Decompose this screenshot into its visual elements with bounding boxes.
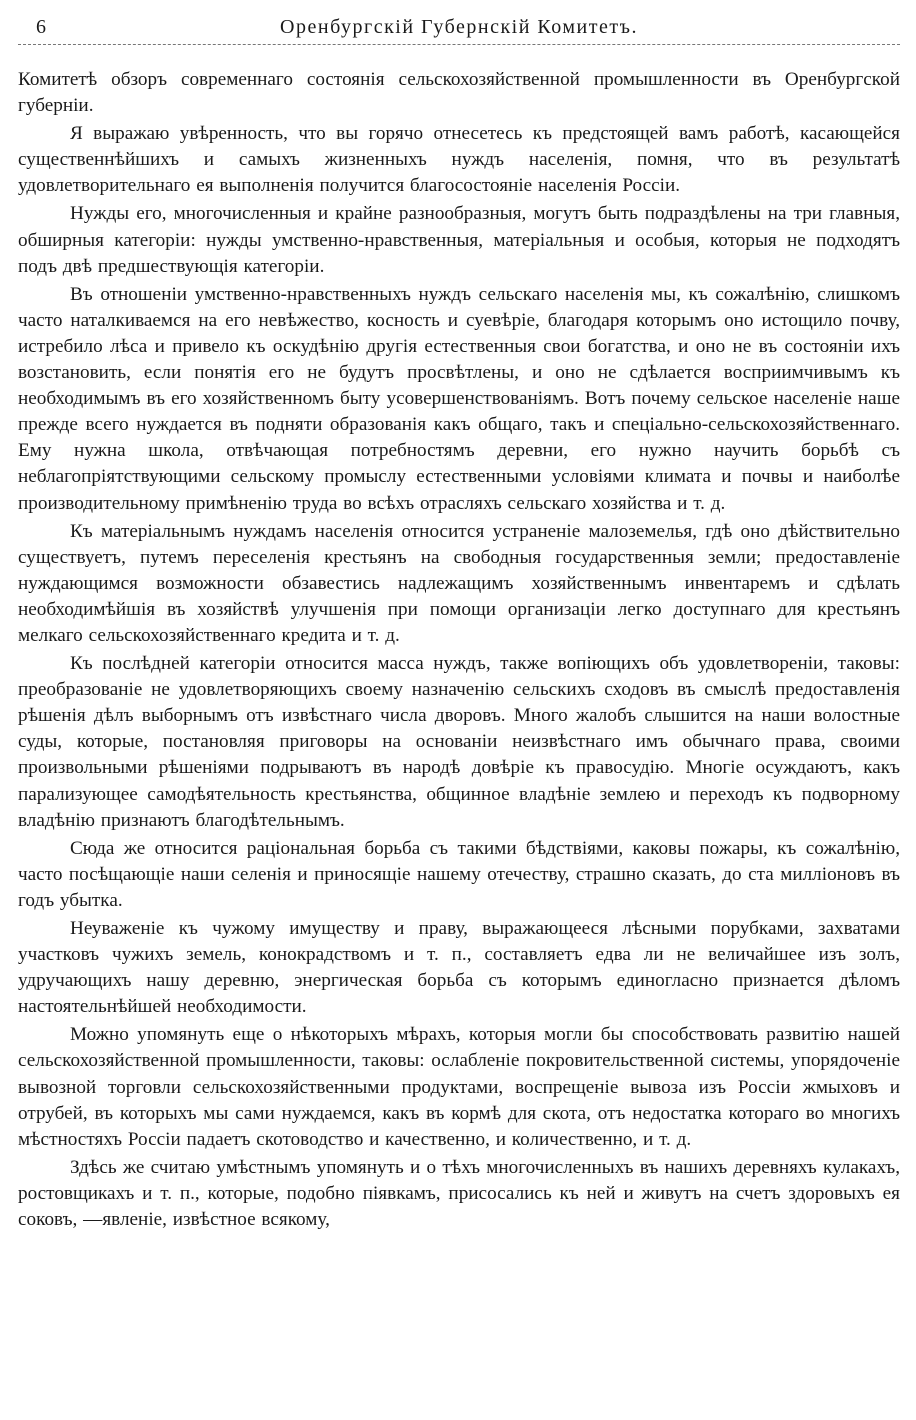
paragraph: Неуваженіе къ чужому имуществу и праву, выражающееся лѣсными порубками, захватами участковъ чужихъ земель, конокрадствомъ и т. п., составляетъ едва ли не величайшее изъ золъ, удручающихъ нашу деревню, энергическая борьба съ которымъ единогласно признается дѣломъ настоятельнѣйшей необходимости.: [18, 918, 900, 1018]
paragraph: Въ отношеніи умственно-нравственныхъ нуждъ сельскаго населенія мы, къ сожалѣнію, слишкомъ часто наталкиваемся на его невѣжество, косность и суевѣріе, благодаря которымъ оно истощило почву, истребило лѣса и привело къ оскудѣнію другія естественныя свои богатства, и оно не въ состояніи ихъ возстановить, если понятія его не будутъ просвѣтлены, и оно не сдѣлается восприимчивымъ къ необходимымъ въ его хозяйственномъ быту усовершенствованіямъ. Вотъ почему сельское населеніе наше прежде всего нуждается въ подняти образованія какъ общаго, такъ и спеціально-сельскохозяйственнаго. Ему нужна школа, отвѣчающая потребностямъ деревни, его нужно научить борьбѣ съ неблагопріятствующими сельскому промыслу естественными условіями климата и почвы и наиболѣе производительному примѣненію труда во всѣхъ отрасляхъ сельскаго хозяйства и т. д.: [18, 283, 900, 514]
paragraph: Можно упомянуть еще о нѣкоторыхъ мѣрахъ, которыя могли бы способствовать развитію нашей сельскохозяйственной промышленности, таковы: ослабленіе покровительственной системы, упорядоченіе вывозной торговли сельскохозяйственными продуктами, воспрещеніе вывоза изъ Россіи жмыховъ и отрубей, въ которыхъ мы сами нуждаемся, какъ въ кормѣ для скота, отъ недостатка котораго во многихъ мѣстностяхъ Россіи падаетъ скотоводство и качественно, и количественно, и т. д.: [18, 1024, 900, 1150]
paragraph: Комитетѣ обзоръ современнаго состоянія сельскохозяйственной промышленности въ Оренбургской губерніи.: [18, 69, 900, 117]
body-text: [18, 67, 900, 1233]
paragraph: Здѣсь же считаю умѣстнымъ упомянуть и о тѣхъ многочисленныхъ въ нашихъ деревняхъ кулакахъ, ростовщикахъ и т. п., которые, подобно піявкамъ, присосались къ ней и живутъ на счетъ здоровыхъ ея соковъ, —явленіе, извѣстное всякому,: [18, 1156, 900, 1231]
paragraph: Сюда же относится раціональная борьба съ такими бѣдствіями, каковы пожары, къ сожалѣнію, часто посѣщающіе наши селенія и приносящіе нашему отечеству, страшно сказать, до ста милліоновъ въ годъ убытка.: [18, 837, 900, 911]
page-number: 6: [36, 16, 46, 38]
running-title: Оренбургскій Губернскій Комитетъ.: [280, 16, 638, 38]
page-header: [18, 14, 900, 45]
paragraph: Къ послѣдней категоріи относится масса нуждъ, также вопіющихъ объ удовлетвореніи, таковы: преобразованіе не удовлетворяющихъ своему назначенію сельскихъ сходовъ въ смыслѣ предоставленія рѣшенія дѣлъ выборнымъ отъ извѣстнаго числа дворовъ. Много жалобъ слышится на наши волостные суды, которые, постановляя приговоры на основаніи неизвѣстнаго имъ обычнаго права, своими произвольными рѣшеніями подрываютъ въ народѣ довѣріе къ правосудію. Многіе осуждаютъ, какъ парализующее самодѣятельность крестьянства, общинное владѣніе землею и переходъ къ подворному владѣнію признаютъ благодѣтельнымъ.: [18, 653, 900, 831]
document-page: [18, 14, 900, 1235]
paragraph: Я выражаю увѣренность, что вы горячо отнесетесь къ предстоящей вамъ работѣ, касающейся существеннѣйшихъ и самыхъ жизненныхъ нуждъ населенія, помня, что въ результатѣ удовлетворительнаго ея выполненія получится благосостояніе населенія Россіи.: [18, 123, 900, 197]
paragraph: Нужды его, многочисленныя и крайне разнообразныя, могутъ быть подраздѣлены на три главныя, обширныя категоріи: нужды умственно-нравственныя, матеріальныя и особыя, которыя не подходятъ подъ двѣ предшествующія категоріи.: [18, 203, 900, 277]
paragraph: Къ матеріальнымъ нуждамъ населенія относится устраненіе малоземелья, гдѣ оно дѣйствительно существуетъ, путемъ переселенія крестьянъ на свободныя государственныя земли; предоставленіе нуждающимся возможности обзавестись надлежащимъ хозяйственнымъ инвентаремъ и сдѣлать необходимѣйшія въ хозяйствѣ улучшенія при помощи организаціи легко доступнаго для крестьянъ мелкаго сельскохозяйственнаго кредита и т. д.: [18, 520, 900, 646]
